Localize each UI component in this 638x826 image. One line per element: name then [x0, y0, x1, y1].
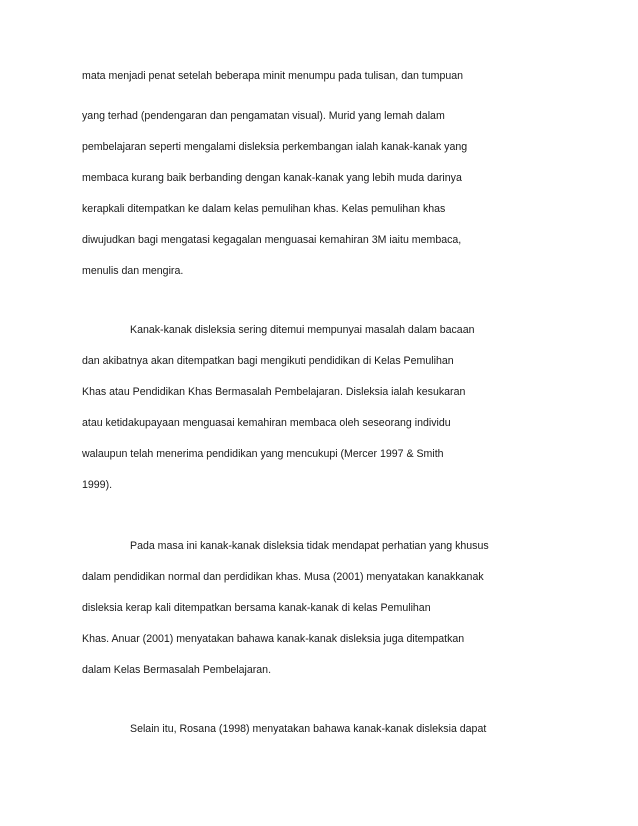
- paragraph-3-line-2: dalam pendidikan normal dan perdidikan khas. Musa (2001) menyatakan kanakkanak: [82, 571, 484, 583]
- paragraph-3-line-1: Pada masa ini kanak-kanak disleksia tidak mendapat perhatian yang khusus: [130, 540, 489, 552]
- paragraph-1-line-4: membaca kurang baik berbanding dengan kanak-kanak yang lebih muda darinya: [82, 172, 462, 184]
- paragraph-3-line-5: dalam Kelas Bermasalah Pembelajaran.: [82, 664, 272, 676]
- paragraph-2-line-2: dan akibatnya akan ditempatkan bagi mengikuti pendidikan di Kelas Pemulihan: [82, 355, 454, 367]
- paragraph-1-line-1: mata menjadi penat setelah beberapa minit menumpu pada tulisan, dan tumpuan: [82, 70, 464, 82]
- paragraph-2-line-5: walaupun telah menerima pendidikan yang mencukupi (Mercer 1997 & Smith: [82, 448, 444, 460]
- paragraph-1-line-7: menulis dan mengira.: [82, 265, 184, 277]
- paragraph-4-line-1: Selain itu, Rosana (1998) menyatakan bahawa kanak-kanak disleksia dapat: [130, 723, 487, 735]
- paragraph-2-line-1: Kanak-kanak disleksia sering ditemui mempunyai masalah dalam bacaan: [130, 324, 475, 336]
- paragraph-1-line-2: yang terhad (pendengaran dan pengamatan visual). Murid yang lemah dalam: [82, 110, 445, 122]
- paragraph-3-line-4: Khas. Anuar (2001) menyatakan bahawa kanak-kanak disleksia juga ditempatkan: [82, 633, 465, 645]
- paragraph-1-line-6: diwujudkan bagi mengatasi kegagalan menguasai kemahiran 3M iaitu membaca,: [82, 234, 462, 246]
- paragraph-3-line-3: disleksia kerap kali ditempatkan bersama kanak-kanak di kelas Pemulihan: [82, 602, 431, 614]
- paragraph-2-line-3: Khas atau Pendidikan Khas Bermasalah Pembelajaran. Disleksia ialah kesukaran: [82, 386, 466, 398]
- paragraph-2-line-6: 1999).: [82, 479, 113, 491]
- paragraph-1-line-3: pembelajaran seperti mengalami disleksia perkembangan ialah kanak-kanak yang: [82, 141, 468, 153]
- paragraph-2-line-4: atau ketidakupayaan menguasai kemahiran membaca oleh seseorang individu: [82, 417, 451, 429]
- paragraph-1-line-5: kerapkali ditempatkan ke dalam kelas pemulihan khas. Kelas pemulihan khas: [82, 203, 446, 215]
